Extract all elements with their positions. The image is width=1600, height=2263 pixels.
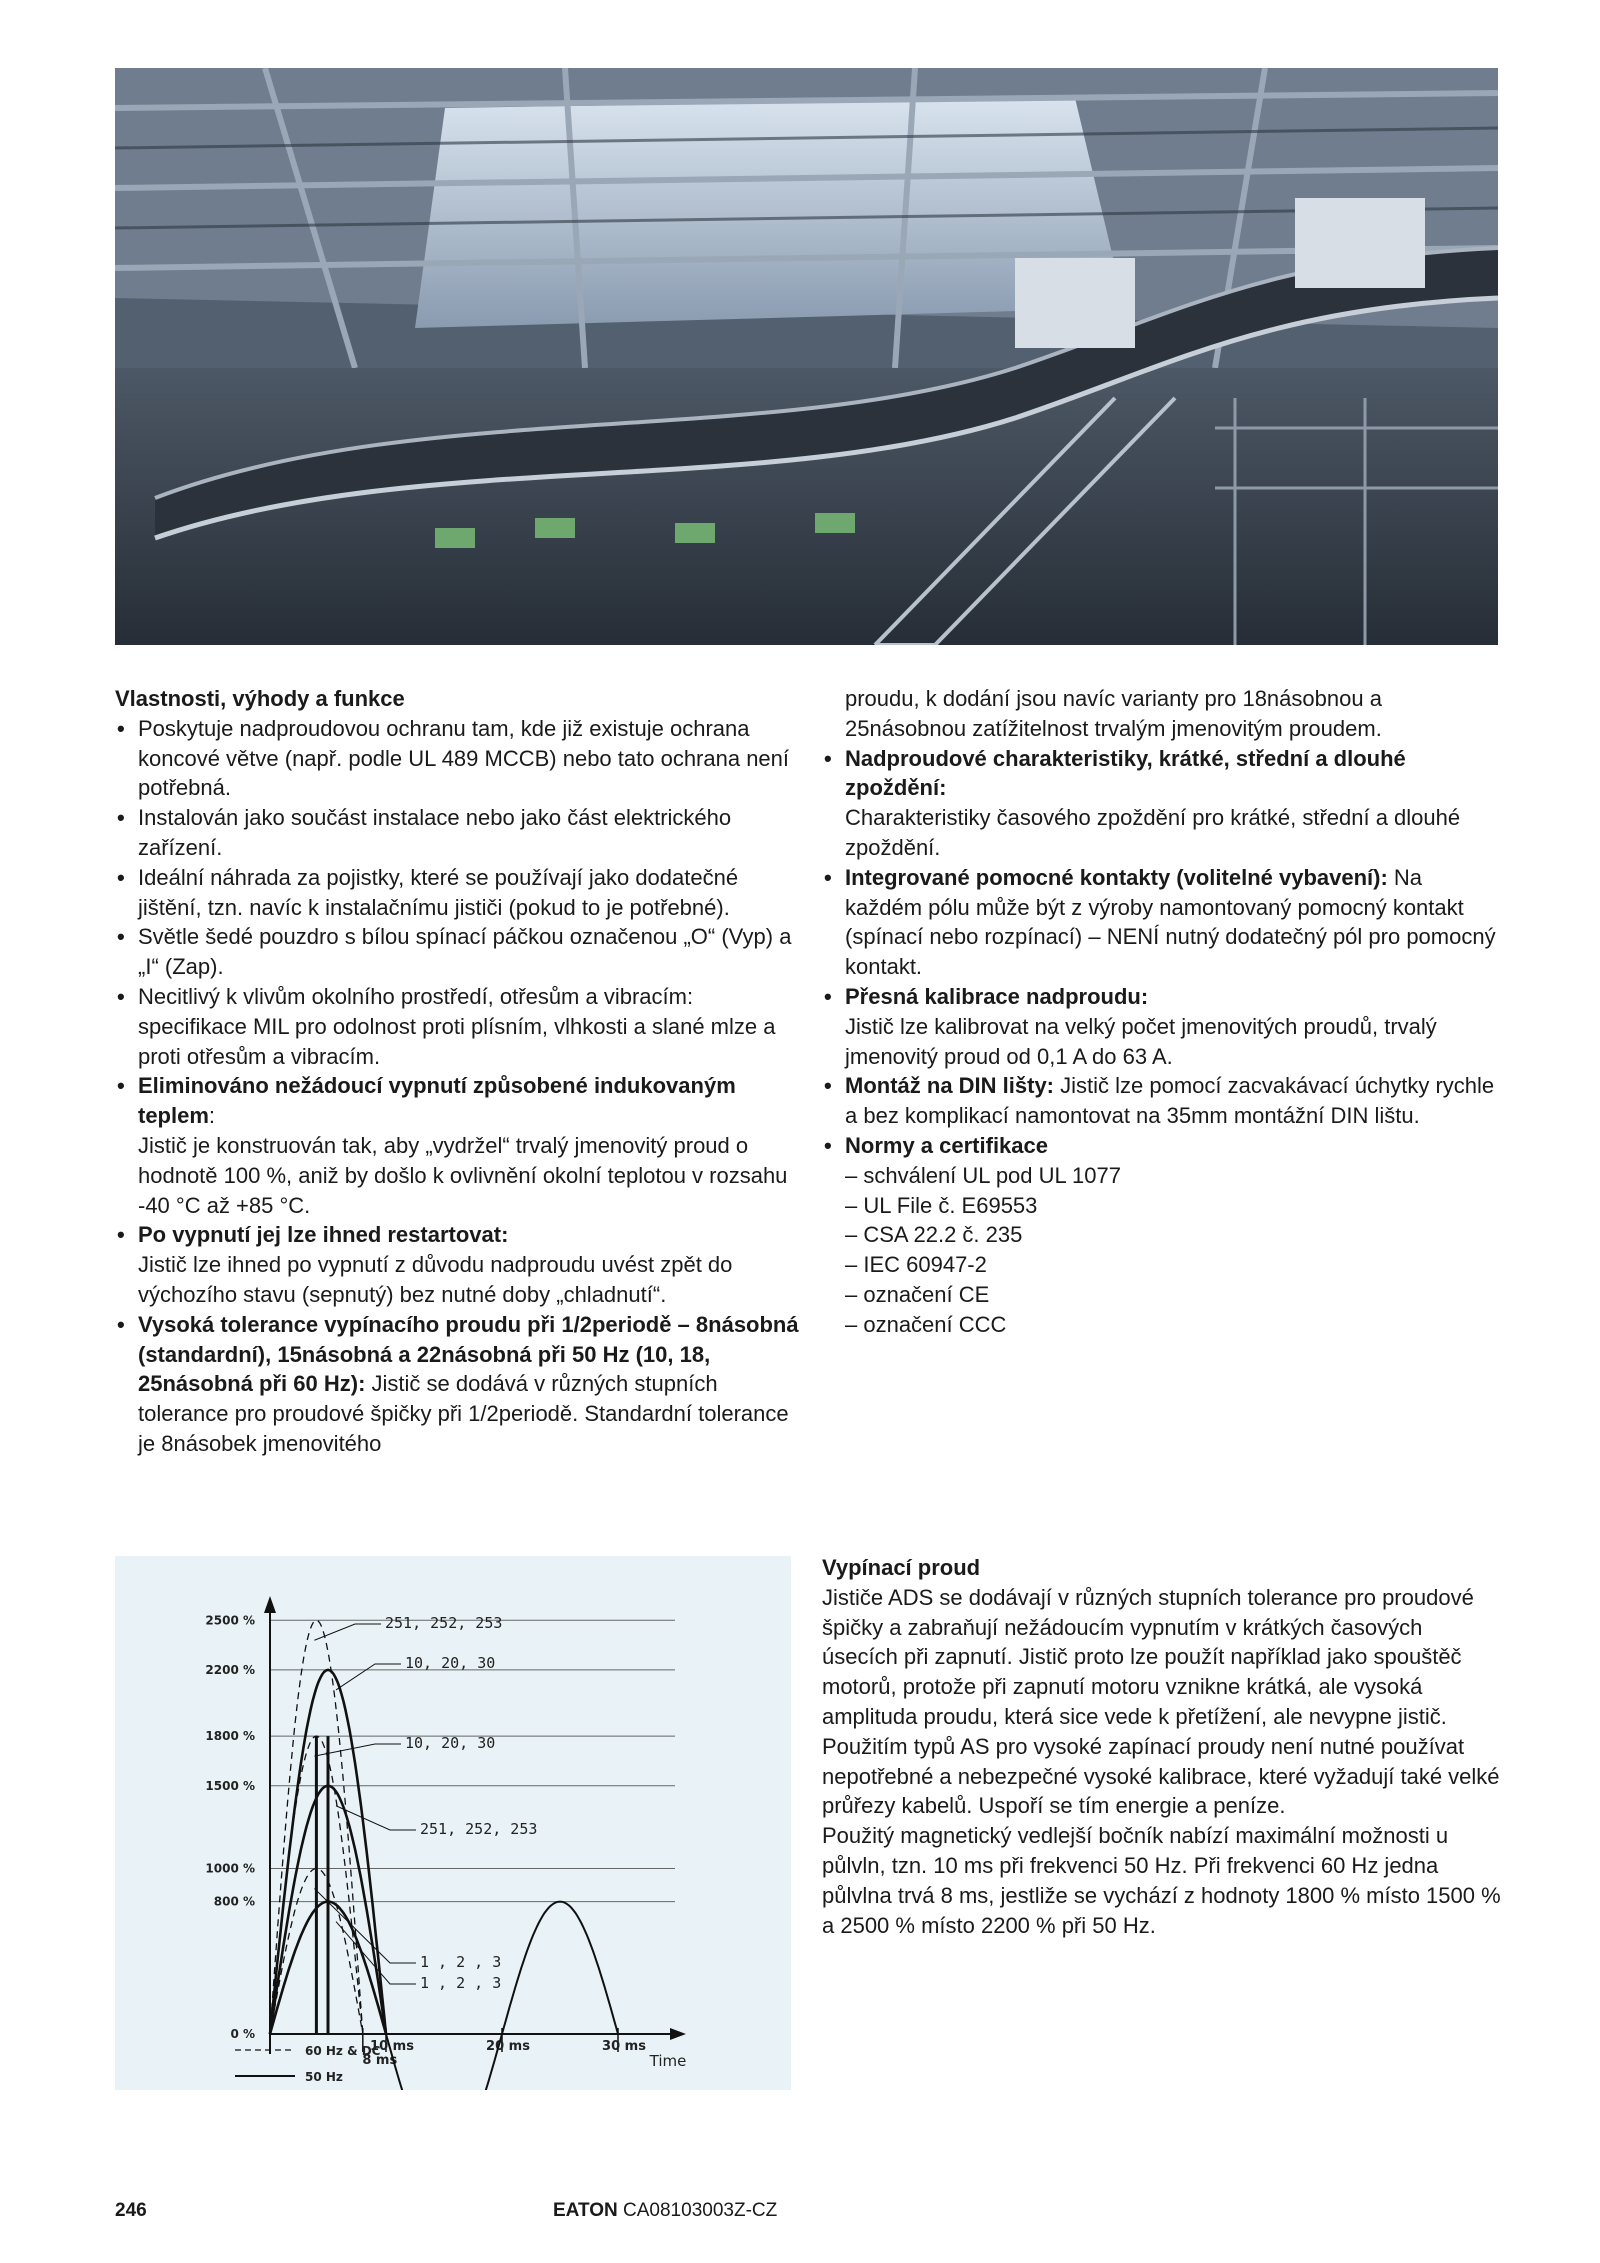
list-item (115, 1220, 805, 1309)
factory-conveyor-photo (115, 68, 1498, 645)
list-item-description: Charakteristiky časového zpoždění pro krátké, střední a dlouhé zpoždění. (845, 805, 1461, 860)
list-item-text: proudu, k dodání jsou navíc varianty pro 18násobnou a 25násobnou zatížitelnost trvalým jmenovitým proudem. (845, 686, 1382, 741)
list-item (115, 863, 805, 923)
norm-item: – IEC 60947-2 (845, 1252, 987, 1278)
norm-item: – CSA 22.2 č. 235 (845, 1222, 1023, 1248)
list-item (115, 982, 805, 1071)
list-item-description: Jistič lze ihned po vypnutí z důvodu nadproudu uvést zpět do výchozího stavu (sepnutý) bez nutné doby „chladnutí“. (138, 1252, 733, 1307)
list-item-text: Poskytuje nadproudovou ochranu tam, kde již existuje ochrana koncové větve (např. podle UL 489 MCCB) nebo tato ochrana není potřebná. (138, 715, 790, 801)
list-item-description: Jistič je konstruován tak, aby „vydržel“ trvalý jmenovitý proud o hodnotě 100 %, aniž by došlo k ovlivnění okolní teplotou v rozsahu -40 °C až +85 °C. (138, 1132, 788, 1218)
y-tick-label: 2500 % (205, 1613, 255, 1628)
norm-item: – schválení UL pod UL 1077 (845, 1162, 1121, 1188)
list-item (822, 863, 1502, 982)
list-item-text: Jistič lze pomocí zacvakávací úchytky rychle a bez komplikací namontovat na 35mm montážní DIN lištu. (845, 1073, 1495, 1129)
list-item-heading: Vysoká tolerance vypínacího proudu při 1/2periodě – 8násobná (standardní), 15násobná a 22násobná při 50 Hz (10, 18, 25násobná při 60 Hz): (138, 1311, 799, 1397)
list-item-heading: Montáž na DIN lišty: (845, 1073, 1055, 1099)
curve-leader-line (336, 1664, 401, 1690)
trip-current-chart-svg (115, 1556, 791, 2090)
list-item (115, 922, 805, 982)
list-item (115, 714, 805, 803)
y-tick-label: 0 % (230, 2027, 255, 2041)
x-tick-label: 8 ms (362, 2053, 398, 2068)
list-item (822, 744, 1502, 863)
curve-label: 10, 20, 30 (405, 1734, 496, 1752)
list-item-text: Jistič se dodává v různých stupních tolerance pro proudové špičky při 1/2periodě. Standardní tolerance je 8násobek jmenovitého (138, 1371, 789, 1456)
list-item (822, 1131, 1502, 1340)
x-tick-label: 30 ms (602, 2039, 646, 2054)
list-item-text: Instalován jako součást instalace nebo jako část elektrického zařízení. (138, 805, 732, 860)
list-item-heading: Přesná kalibrace nadproudu: (845, 983, 1149, 1009)
list-item-text: Necitlivý k vlivům okolního prostředí, otřesům a vibracím: specifikace MIL pro odolnost proti plísním, vlhkosti a slané mlze a proti otřesům a vibracím. (138, 983, 776, 1069)
features-list (115, 714, 805, 1459)
brand-name: EATON (553, 2200, 618, 2221)
footer-brand (553, 2200, 777, 2222)
list-item (115, 803, 805, 863)
list-item-text: Světle šedé pouzdro s bílou spínací páčkou označenou „O“ (Vyp) a „I“ (Zap). (138, 924, 792, 980)
page-number: 246 (115, 2200, 147, 2221)
list-item (822, 1071, 1502, 1131)
legend-label: 60 Hz & DC (305, 2044, 381, 2058)
y-tick-label: 1000 % (205, 1861, 255, 1876)
norm-item: – označení CCC (845, 1311, 1007, 1337)
list-item-text: : (208, 1103, 216, 1129)
x-tick-label: 10 ms (370, 2039, 414, 2054)
list-item-heading: Integrované pomocné kontakty (volitelné vybavení): (845, 864, 1388, 890)
list-item (115, 1310, 805, 1459)
y-tick-label: 1800 % (205, 1729, 255, 1744)
list-item-text: Ideální náhrada za pojistky, které se používají jako dodatečné jištění, tzn. navíc k instalačnímu jističi (pokud to je potřebné). (138, 864, 739, 920)
list-item-heading: Eliminováno nežádoucí vypnutí způsobené indukovaným teplem (138, 1073, 736, 1129)
list-item-continuation (822, 684, 1502, 744)
list-item (822, 982, 1502, 1071)
sine-wave (386, 1902, 618, 2090)
features-title: Vlastnosti, výhody a funkce (115, 686, 405, 711)
norm-item: – UL File č. E69553 (845, 1192, 1038, 1218)
curve-label: 10, 20, 30 (405, 1654, 496, 1672)
norm-item: – označení CE (845, 1281, 990, 1307)
trip-current-section (822, 1553, 1502, 1940)
document-code: CA08103003Z-CZ (623, 2200, 778, 2221)
y-axis-arrow (264, 1596, 276, 1613)
y-tick-label: 800 % (213, 1894, 255, 1909)
legend-label: 50 Hz (305, 2070, 343, 2084)
x-axis-label: Time (649, 2052, 687, 2070)
x-axis-arrow (670, 2028, 686, 2040)
curve-label: 1 , 2 , 3 (420, 1974, 502, 1992)
y-tick-label: 2200 % (205, 1662, 255, 1677)
curve-label: 251, 252, 253 (420, 1820, 538, 1838)
x-tick-label: 20 ms (486, 2039, 530, 2054)
features-column-left (115, 684, 805, 1459)
trip-current-paragraph: Jističe ADS se dodávají v různých stupních tolerance pro proudové špičky a zabraňují nežádoucím vypnutím v krátkých časových úsecích při zapnutí. Jistič proto lze použít například jako spouštěč motorů, protože při zapnutí motoru vznikne krátká, ale vysoká amplituda proudu, která sice vede k přetížení, ale nevypne jistič. (822, 1584, 1474, 1729)
list-item-text: Na každém pólu může být z výroby namontovaný pomocný kontakt (spínací nebo rozpínací) – NENÍ nutný dodatečný pól pro pomocný kontakt. (845, 864, 1496, 980)
list-item-heading: Nadproudové charakteristiky, krátké, střední a dlouhé zpoždění: (845, 745, 1406, 801)
features-list-continued (822, 684, 1502, 1340)
list-item (115, 1071, 805, 1220)
list-item-heading: Normy a certifikace (845, 1132, 1048, 1158)
trip-current-paragraph: Použitý magnetický vedlejší bočník nabízí maximální možnosti u půlvln, tzn. 10 ms při frekvenci 50 Hz. Při frekvenci 60 Hz jedna půlvlna trvá 8 ms, jestliže se vychází z hodnoty 1800 % místo 1500 % a 2500 % místo 2200 % při 50 Hz. (822, 1823, 1501, 1938)
trip-current-title: Vypínací proud (822, 1555, 981, 1580)
hero-photo (115, 68, 1498, 645)
trip-current-paragraph: Použitím typů AS pro vysoké zapínací proudy není nutné používat nepotřebné a nebezpečné vysoké kalibrace, které vyžadují také velké průřezy kabelů. Uspoří se tím energie a peníze. (822, 1733, 1500, 1819)
y-tick-label: 1500 % (205, 1778, 255, 1793)
list-item-heading: Po vypnutí jej lze ihned restartovat: (138, 1222, 509, 1248)
curve-label: 251, 252, 253 (385, 1614, 503, 1632)
list-item-description: Jistič lze kalibrovat na velký počet jmenovitých proudů, trvalý jmenovitý proud od 0,1 A do 63 A. (845, 1013, 1437, 1069)
trip-current-chart (115, 1556, 791, 2090)
features-column-right (822, 684, 1502, 1340)
curve-label: 1 , 2 , 3 (420, 1953, 502, 1971)
